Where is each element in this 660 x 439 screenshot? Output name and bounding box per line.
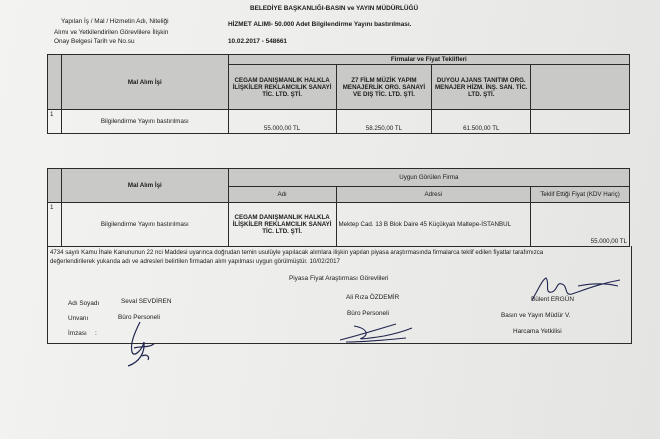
- label-name: Adı Soyadı: [68, 300, 100, 307]
- col-name: Adı: [228, 187, 336, 203]
- empty-price-cell: [531, 110, 630, 134]
- item-header-2: Mal Alım İşi: [61, 169, 228, 203]
- signatory-1-title: Büro Personeli: [118, 314, 160, 321]
- price-3: 61.500,00 TL: [432, 110, 531, 134]
- row-no-2: 1: [48, 203, 62, 247]
- signature-1-mark: [120, 318, 160, 370]
- row-item-2: Bilgilendirme Yayını bastırılması: [61, 203, 228, 247]
- selected-firm-address: Mektep Cad. 13 B Blok Daire 45 Küçükyalı Maltepe-İSTANBUL: [336, 203, 531, 247]
- label-sign: İmzası: [68, 330, 87, 337]
- signatory-1-name: Seval SEVDİREN: [121, 298, 172, 305]
- committee-title: Piyasa Fiyat Araştırması Görevlileri: [289, 275, 389, 282]
- col-address: Adresi: [336, 187, 531, 203]
- label-approval-date: Onay Belgesi Tarih ve No.su: [54, 38, 135, 45]
- row-item: Bilgilendirme Yayını bastırılması: [61, 110, 228, 134]
- firm-name-3: DUYGU AJANS TANITIM ORG. MENAJER HİZM. İNŞ. SAN. TİC. LTD. ŞTİ.: [432, 65, 531, 110]
- label-work-name: Yapılan İş / Mal / Hizmetin Adı, Niteliği: [61, 18, 169, 25]
- selected-firm-name: CEGAM DANIŞMANLIK HALKLA İLİŞKİLER REKLAMCILIK SANAYİ TİC. LTD. ŞTİ.: [228, 203, 336, 247]
- signatory-2-name: Ali Rıza ÖZDEMİR: [346, 294, 400, 301]
- label-title: Unvanı: [68, 315, 89, 322]
- signatory-3-role: Harcama Yetkilisi: [513, 328, 562, 335]
- empty-firm-cell: [531, 65, 630, 110]
- price-2: 58.250,00 TL: [336, 110, 432, 134]
- offers-table: [47, 54, 630, 134]
- subject-text: HİZMET ALIMI- 50.000 Adet Bilgilendirme Yayını bastırılması.: [228, 21, 412, 28]
- selected-price: 55.000,00 TL: [531, 203, 630, 247]
- cell-no-header: [48, 55, 62, 110]
- signatory-2-title: Büro Personeli: [347, 310, 389, 317]
- signatory-3-name: Bülent ERGÜN: [531, 296, 574, 303]
- signature-2-mark: [336, 318, 416, 346]
- signatory-3-title: Basın ve Yayın Müdür V.: [501, 312, 571, 319]
- col-price: Teklif Ettiği Fiyat (KDV Hariç): [531, 187, 630, 203]
- approval-date-no: 10.02.2017 - 548661: [228, 38, 287, 45]
- org-title: BELEDİYE BAŞKANLIĞI-BASIN ve YAYIN MÜDÜRLÜĞÜ: [250, 5, 419, 12]
- cell-no-header-2: [48, 169, 62, 203]
- signature-3-mark: [528, 272, 624, 306]
- legal-text-line-2: değerlendirilerek yukarıda adı ve adresleri belirtilen firmadan alım yapılması uygun görülmüştür. 10/02/2017: [50, 258, 340, 265]
- item-header: Mal Alım İşi: [61, 55, 228, 110]
- selected-firm-table: [47, 168, 630, 247]
- firm-name-2: Z7 FİLM MÜZİK YAPIM MENAJERLİK ORG. SANAYİ VE DIŞ TİC. LTD. ŞTİ.: [336, 65, 432, 110]
- row-no: 1: [48, 110, 62, 134]
- firm-name-1: CEGAM DANIŞMANLIK HALKLA İLİŞKİLER REKLAMCILIK SANAYİ TİC. LTD. ŞTİ.: [228, 65, 336, 110]
- price-1: 55.000,00 TL: [228, 110, 336, 134]
- firms-group-header: Firmalar ve Fiyat Teklifleri: [228, 55, 629, 65]
- label-authorization: Alımı ve Yetkilendirilen Görevlilere İlişkin: [54, 29, 169, 36]
- sign-colon: :: [95, 330, 97, 337]
- selected-group-header: Uygun Görülen Firma: [228, 169, 629, 187]
- legal-text-line-1: 4734 sayılı Kamu İhale Kanununun 22 nci Maddesi uyarınca doğrudan temin usulüyle yapılacak alımlara ilişkin yapılan piyasa araştırmasında firmalarca teklif edilen fiyatlar tarafımızca: [50, 249, 544, 256]
